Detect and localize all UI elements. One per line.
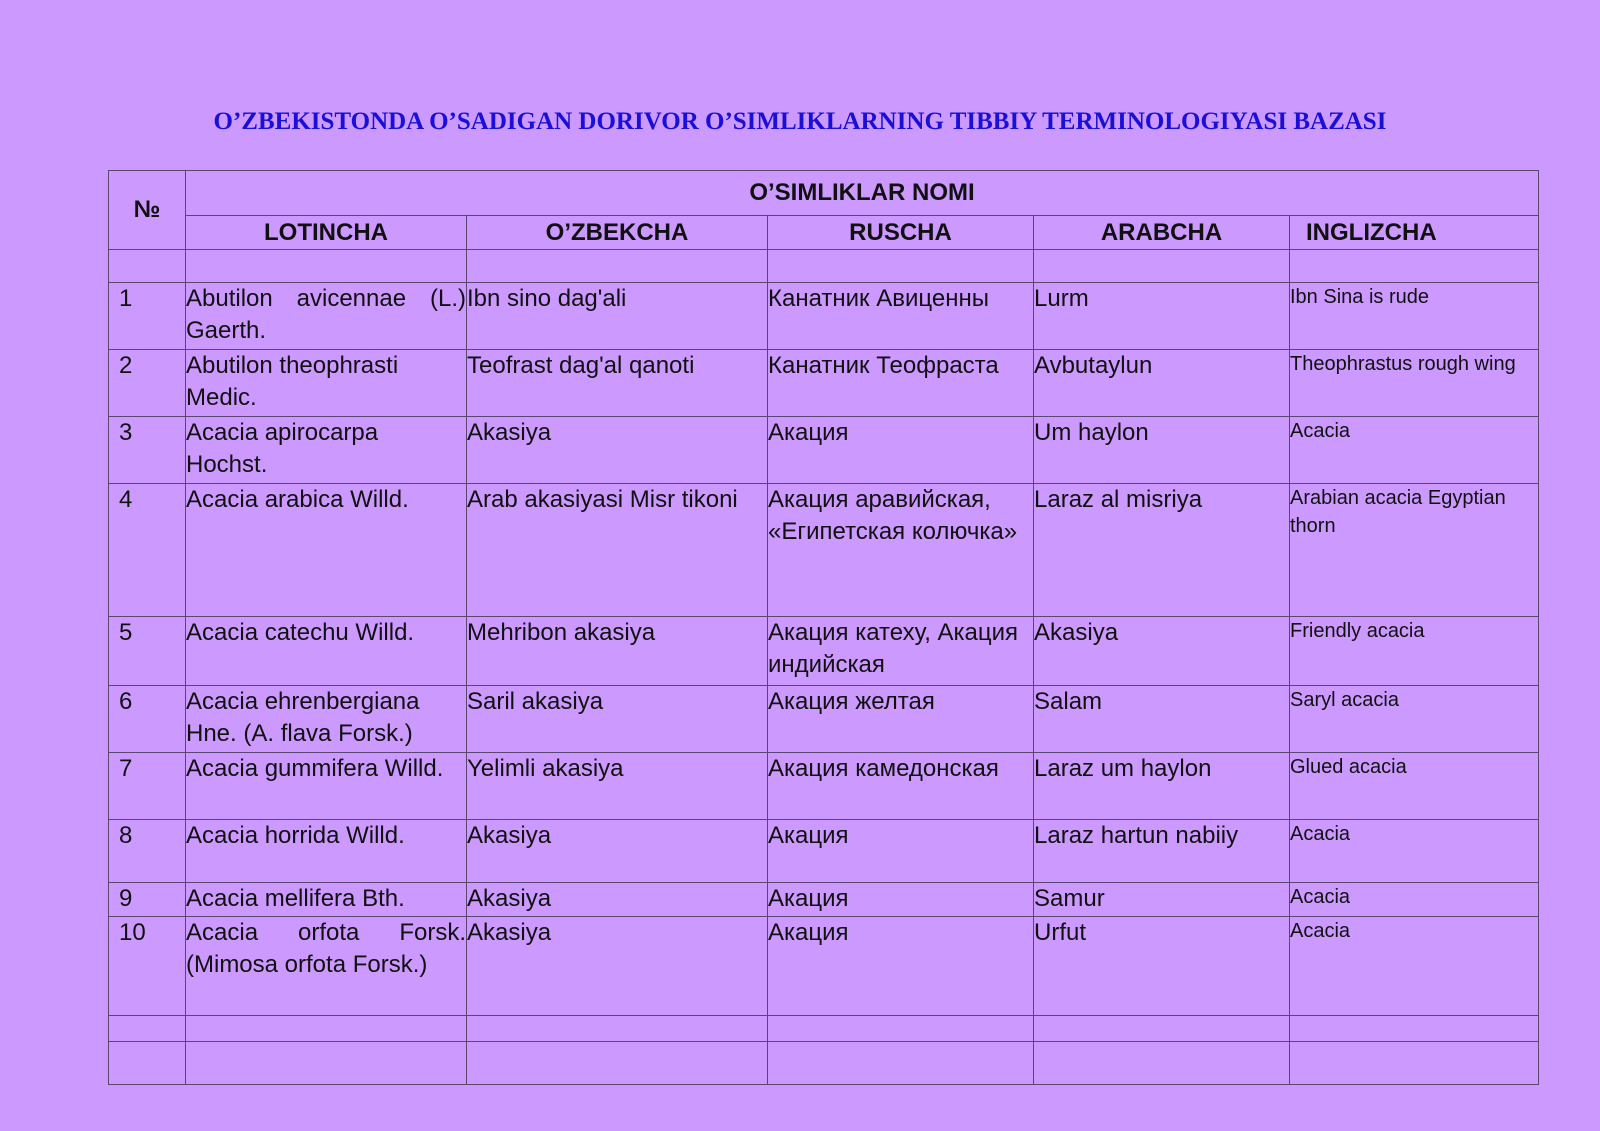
empty-cell (467, 1016, 768, 1042)
latin-name: Abutilon avicennae (L.) Gaerth. (186, 283, 467, 350)
table-row (109, 917, 1539, 1016)
russian-name: Акация (768, 417, 1034, 484)
number-column-header: № (109, 171, 186, 250)
column-header-english: INGLIZCHA (1290, 216, 1539, 250)
empty-row (109, 250, 1539, 283)
uzbek-name: Akasiya (467, 917, 768, 1016)
empty-cell (186, 250, 467, 283)
latin-name: Acacia mellifera Bth. (186, 883, 467, 917)
english-name: Acacia (1290, 917, 1539, 1016)
russian-name: Акация (768, 820, 1034, 883)
plants-table (108, 170, 1539, 1085)
table-row (109, 417, 1539, 484)
arabic-name: Salam (1034, 686, 1290, 753)
uzbek-name: Arab akasiyasi Misr tikoni (467, 484, 768, 617)
empty-cell (1290, 1016, 1539, 1042)
empty-cell (1290, 1042, 1539, 1085)
latin-name: Acacia ehrenbergiana Hne. (A. flava Forsk.) (186, 686, 467, 753)
uzbek-name: Akasiya (467, 417, 768, 484)
row-number: 6 (109, 686, 186, 753)
latin-name: Acacia horrida Willd. (186, 820, 467, 883)
row-number: 4 (109, 484, 186, 617)
empty-cell (768, 1042, 1034, 1085)
column-header-latin: LOTINCHA (186, 216, 467, 250)
uzbek-name: Teofrast dag'al qanoti (467, 350, 768, 417)
arabic-name: Laraz hartun nabiiy (1034, 820, 1290, 883)
empty-cell (1034, 1016, 1290, 1042)
arabic-name: Akasiya (1034, 617, 1290, 686)
latin-name: Acacia arabica Willd. (186, 484, 467, 617)
empty-cell (768, 1016, 1034, 1042)
russian-name: Акация камедонская (768, 753, 1034, 820)
table-row (109, 820, 1539, 883)
table-row (109, 350, 1539, 417)
table-row (109, 484, 1539, 617)
row-number: 2 (109, 350, 186, 417)
uzbek-name: Akasiya (467, 820, 768, 883)
row-number: 7 (109, 753, 186, 820)
english-name: Acacia (1290, 883, 1539, 917)
arabic-name: Urfut (1034, 917, 1290, 1016)
row-number: 1 (109, 283, 186, 350)
table-row (109, 617, 1539, 686)
header-row-group (109, 171, 1539, 216)
latin-name: Abutilon theophrasti Medic. (186, 350, 467, 417)
uzbek-name: Yelimli akasiya (467, 753, 768, 820)
empty-cell (467, 1042, 768, 1085)
russian-name: Акация желтая (768, 686, 1034, 753)
english-name: Ibn Sina is rude (1290, 283, 1539, 350)
page-title: O’ZBEKISTONDA O’SADIGAN DORIVOR O’SIMLIKLARNING TIBBIY TERMINOLOGIYASI BAZASI (213, 108, 1387, 135)
empty-cell (109, 250, 186, 283)
table-row (109, 753, 1539, 820)
plant-names-group-header: O’SIMLIKLAR NOMI (186, 171, 1539, 216)
empty-cell (467, 250, 768, 283)
row-number: 9 (109, 883, 186, 917)
row-number: 3 (109, 417, 186, 484)
arabic-name: Um haylon (1034, 417, 1290, 484)
arabic-name: Samur (1034, 883, 1290, 917)
english-name: Theophrastus rough wing (1290, 350, 1539, 417)
empty-cell (109, 1016, 186, 1042)
row-number: 5 (109, 617, 186, 686)
english-name: Glued acacia (1290, 753, 1539, 820)
table-row (109, 283, 1539, 350)
english-name: Acacia (1290, 417, 1539, 484)
english-name: Acacia (1290, 820, 1539, 883)
uzbek-name: Akasiya (467, 883, 768, 917)
english-name: Saryl acacia (1290, 686, 1539, 753)
russian-name: Акация (768, 883, 1034, 917)
empty-cell (1034, 250, 1290, 283)
uzbek-name: Saril akasiya (467, 686, 768, 753)
empty-cell (768, 250, 1034, 283)
uzbek-name: Mehribon akasiya (467, 617, 768, 686)
english-name: Friendly acacia (1290, 617, 1539, 686)
russian-name: Акация катеху, Акация индийская (768, 617, 1034, 686)
empty-row (109, 1042, 1539, 1085)
russian-name: Акация (768, 917, 1034, 1016)
arabic-name: Laraz al misriya (1034, 484, 1290, 617)
column-header-uzbek: O’ZBEKCHA (467, 216, 768, 250)
empty-cell (1290, 250, 1539, 283)
uzbek-name: Ibn sino dag'ali (467, 283, 768, 350)
arabic-name: Avbutaylun (1034, 350, 1290, 417)
russian-name: Канатник Авиценны (768, 283, 1034, 350)
english-name: Arabian acacia Egyptian thorn (1290, 484, 1539, 617)
row-number: 8 (109, 820, 186, 883)
russian-name: Канатник Теофраста (768, 350, 1034, 417)
column-header-russian: RUSCHA (768, 216, 1034, 250)
table-row (109, 686, 1539, 753)
latin-name: Acacia catechu Willd. (186, 617, 467, 686)
empty-row (109, 1016, 1539, 1042)
row-number: 10 (109, 917, 186, 1016)
empty-cell (186, 1016, 467, 1042)
header-row-columns (109, 216, 1539, 250)
empty-cell (186, 1042, 467, 1085)
empty-cell (1034, 1042, 1290, 1085)
column-header-arabic: ARABCHA (1034, 216, 1290, 250)
russian-name: Акация аравийская, «Египетская колючка» (768, 484, 1034, 617)
latin-name: Acacia apirocarpa Hochst. (186, 417, 467, 484)
table-row (109, 883, 1539, 917)
latin-name: Acacia orfota Forsk. (Mimosa orfota Forsk.) (186, 917, 467, 1016)
latin-name: Acacia gummifera Willd. (186, 753, 467, 820)
arabic-name: Lurm (1034, 283, 1290, 350)
arabic-name: Laraz um haylon (1034, 753, 1290, 820)
empty-cell (109, 1042, 186, 1085)
